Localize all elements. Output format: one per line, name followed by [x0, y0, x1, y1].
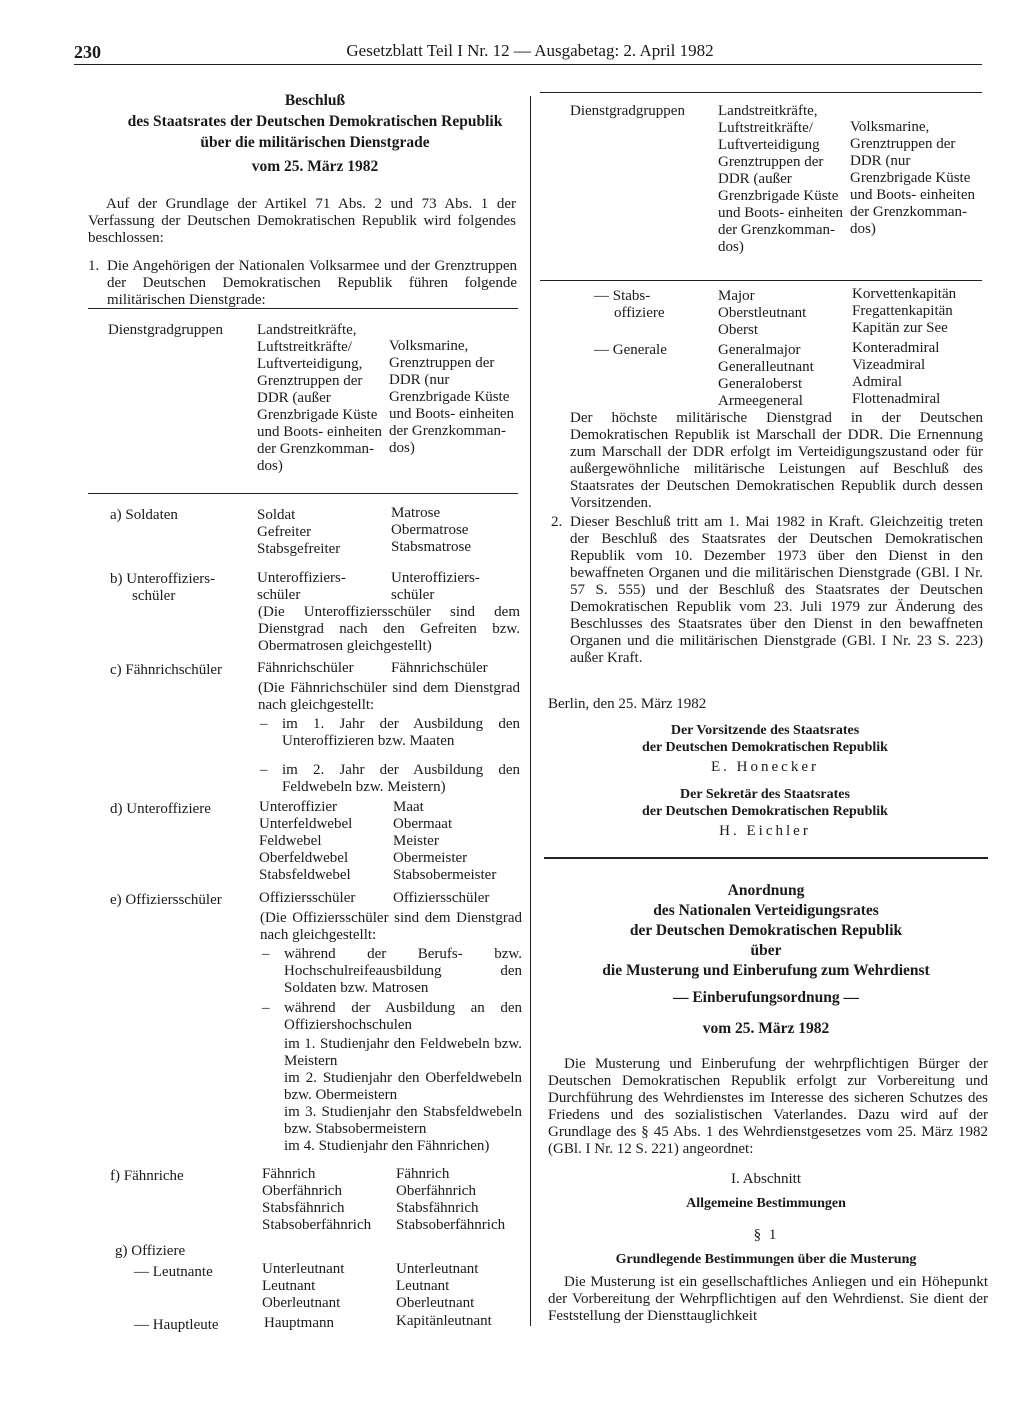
- anordnung-title-line: die Musterung und Einberufung zum Wehrdienst: [602, 962, 930, 979]
- beschluss-intro: Auf der Grundlage der Artikel 71 Abs. 2 und 73 Abs. 1 der Verfassung der Deutschen Demokratischen Republik wird folgendes beschlossen:: [88, 196, 516, 246]
- row-label-generale: — Generale: [594, 342, 667, 358]
- rank: Stabsfähnrich: [262, 1200, 345, 1216]
- signature-block-secretary: [560, 786, 970, 820]
- section-divider: [544, 857, 988, 859]
- rank-list-land: [262, 1261, 344, 1312]
- header-rule: [74, 64, 982, 65]
- rank: schüler: [391, 587, 435, 603]
- rank: Leutnant: [396, 1278, 450, 1294]
- anordnung-subtitle: — Einberufungsordnung —: [672, 989, 860, 1006]
- dash: –: [260, 762, 268, 778]
- table-header-sea: Volksmarine, Grenztruppen der DDR (nur Grenzbrigade Küste und Boots- einheiten der Grenzkomman- dos): [389, 338, 514, 456]
- rank: Maat: [393, 799, 424, 815]
- beschluss-title-line: Beschluß: [284, 92, 346, 109]
- rank-list-land: [718, 342, 814, 410]
- rank-list-sea: [852, 286, 956, 337]
- table-header-group: Dienstgradgruppen: [108, 322, 223, 338]
- rank: Oberfeldwebel: [259, 850, 349, 866]
- rank-list-sea: [393, 799, 496, 884]
- rank-list-land: [257, 507, 340, 558]
- row-label-faehnriche: f) Fähnriche: [110, 1168, 184, 1184]
- row-label-line: offiziere: [614, 305, 665, 321]
- row-label-unteroffiziersschueler: [110, 571, 215, 605]
- signature-title-line: der Deutschen Demokratischen Republik: [642, 804, 888, 819]
- row-note-item: während der Berufs- bzw. Hochschulreifeausbildung den Soldaten bzw. Matrosen: [284, 946, 522, 996]
- rank: Obermeister: [393, 850, 468, 866]
- section-heading: I. Abschnitt: [731, 1171, 801, 1187]
- rank: Oberleutnant: [396, 1295, 475, 1311]
- rank: Fähnrich: [396, 1166, 450, 1182]
- paragraph-number: § 1: [753, 1227, 779, 1243]
- signature-title-line: der Deutschen Demokratischen Republik: [642, 740, 888, 755]
- rank: Generaloberst: [718, 376, 803, 392]
- row-note-item: während der Ausbildung an den Offiziershochschulen: [284, 1000, 522, 1033]
- beschluss-title-line: über die militärischen Dienstgrade: [200, 134, 430, 151]
- rank: Stabsmatrose: [391, 539, 471, 555]
- rank: Feldwebel: [259, 833, 322, 849]
- rank-list-sea: [396, 1261, 478, 1312]
- row-label-unteroffiziere: d) Unteroffiziere: [110, 801, 211, 817]
- rank: Armeegeneral: [718, 393, 803, 409]
- row-label-line: b) Unteroffiziers-: [110, 571, 216, 587]
- place-date: Berlin, den 25. März 1982: [548, 696, 707, 712]
- rank-list-land: [259, 799, 352, 884]
- study-year-item: im 4. Studienjahr den Fähnrichen): [284, 1138, 490, 1154]
- right-table-header-land: Landstreitkräfte, Luftstreitkräfte/ Luftverteidigung Grenztruppen der DDR (außer Grenzbrigade Küste und Boots- einheiten der Grenzkomman- dos): [718, 103, 843, 255]
- dash: –: [260, 716, 268, 732]
- table-top-rule: [88, 308, 518, 309]
- rank: Admiral: [852, 374, 902, 390]
- rank: Stabsoberfähnrich: [396, 1217, 506, 1233]
- rank: Generalmajor: [718, 342, 801, 358]
- signature-name: E. Honecker: [711, 759, 819, 775]
- beschluss-date: vom 25. März 1982: [251, 158, 379, 175]
- table-header-rule: [88, 493, 518, 494]
- rank-sea: Offiziersschüler: [393, 890, 490, 906]
- rank: Oberfähnrich: [396, 1183, 476, 1199]
- marschall-paragraph: Der höchste militärische Dienstgrad in der Deutschen Demokratischen Republik ist Marschall der DDR. Die Ernennung zum Marschall der DDR erfolgt im Verteidigungszustand oder für außergewöhnliche militärische Leistungen auf Beschluß des Staatsrates der Deutschen Demokratischen Republik durch dessen Vorsitzenden.: [570, 410, 983, 511]
- study-year-list: [284, 1036, 522, 1155]
- row-label-offiziersschueler: e) Offiziersschüler: [110, 892, 222, 908]
- beschluss-title-line: des Staatsrates der Deutschen Demokratischen Republik: [127, 113, 503, 130]
- rank: Korvettenkapitän: [852, 286, 957, 302]
- column-divider: [530, 96, 531, 1326]
- rank: Unterleutnant: [262, 1261, 345, 1277]
- row-label-faehnrichschueler: c) Fähnrichschüler: [110, 662, 223, 678]
- rank: Soldat: [257, 507, 296, 523]
- rank: Flottenadmiral: [852, 391, 941, 407]
- rank: Unteroffiziers-: [391, 570, 480, 586]
- anordnung-title-line: der Deutschen Demokratischen Republik: [629, 922, 903, 939]
- rank: Unterleutnant: [396, 1261, 479, 1277]
- anordnung-intro: Die Musterung und Einberufung der wehrpflichtigen Bürger der Deutschen Demokratischen Republik erfolgt zur Vorbereitung und Durchführung des Wehrdienstes im Interesse des sicheren Schutzes des Friedens und des sozialistischen Vaterlandes. Dazu wird auf der Grundlage des § 45 Abs. 1 des Wehrdienstgesetzes vom 25. März 1982 (GBl. I Nr. 12 S. 221) angeordnet:: [548, 1056, 988, 1157]
- rank-list-sea: [396, 1166, 505, 1234]
- rank: Stabsfeldwebel: [259, 867, 351, 883]
- anordnung-title-line: Anordnung: [727, 882, 805, 899]
- rank-land: Offiziersschüler: [259, 890, 356, 906]
- rank: Oberst: [718, 322, 758, 338]
- row-label-stabsoffiziere: [594, 288, 665, 322]
- rank-sea: Fähnrichschüler: [391, 660, 488, 676]
- rank-sea: Kapitänleutnant: [396, 1313, 492, 1329]
- rank: Oberstleutnant: [718, 305, 807, 321]
- rank: Obermatrose: [391, 522, 469, 538]
- rank: Stabsobermeister: [393, 867, 497, 883]
- row-label-hauptleute: — Hauptleute: [134, 1317, 219, 1333]
- rank: Stabsgefreiter: [257, 541, 341, 557]
- row-label-leutnante: — Leutnante: [134, 1264, 213, 1280]
- rank: Matrose: [391, 505, 441, 521]
- item-1-text: Die Angehörigen der Nationalen Volksarmee und der Grenztruppen der Deutschen Demokratischen Republik führen folgende militärischen Dienstgrade:: [107, 258, 517, 308]
- right-table-top-rule: [540, 92, 982, 93]
- rank: Oberleutnant: [262, 1295, 341, 1311]
- rank: Stabsfähnrich: [396, 1200, 479, 1216]
- row-note-item: im 2. Jahr der Ausbildung den Feldwebeln bzw. Meistern): [282, 762, 520, 795]
- rank-list-land: [718, 288, 806, 339]
- rank: Stabsoberfähnrich: [262, 1217, 372, 1233]
- signature-block-chairman: [560, 722, 970, 756]
- row-label-line: schüler: [132, 588, 176, 604]
- row-note: (Die Offiziersschüler sind dem Dienstgrad nach gleichgestellt:: [260, 910, 522, 943]
- row-label-soldaten: a) Soldaten: [110, 507, 178, 523]
- anordnung-title: [544, 881, 988, 981]
- rank: schüler: [257, 587, 301, 603]
- section-title: Allgemeine Bestimmungen: [686, 1196, 846, 1211]
- rank: Fähnrich: [262, 1166, 316, 1182]
- anordnung-title-line: des Nationalen Verteidigungsrates: [653, 902, 879, 919]
- rank: Leutnant: [262, 1278, 316, 1294]
- signature-name: H. Eichler: [719, 823, 811, 839]
- page-header-title: Gesetzblatt Teil I Nr. 12 — Ausgabetag: 2. April 1982: [346, 41, 714, 60]
- beschluss-title: [80, 90, 550, 153]
- rank-list-land: [257, 570, 346, 604]
- table-header-land: Landstreitkräfte, Luftstreitkräfte/ Luftverteidigung, Grenztruppen der DDR (außer Grenzbrigade Küste und Boots- einheiten der Grenzkomman- dos): [257, 322, 382, 474]
- rank: Fregattenkapitän: [852, 303, 953, 319]
- rank-list-land: [262, 1166, 371, 1234]
- dash: –: [262, 1000, 270, 1016]
- anordnung-title-line: über: [750, 942, 782, 959]
- paragraph-text: Die Musterung ist ein gesellschaftliches Anliegen und ein Höhepunkt der Vorbereitung der Wehrpflichtigen auf den Wehrdienst. Sie dient der Feststellung der Diensttauglichkeit: [548, 1274, 988, 1324]
- rank-list-sea: [852, 340, 940, 408]
- anordnung-date: vom 25. März 1982: [702, 1020, 830, 1037]
- row-note: (Die Fähnrichschüler sind dem Dienstgrad nach gleichgestellt:: [258, 680, 520, 713]
- dash: –: [262, 946, 270, 962]
- rank: Gefreiter: [257, 524, 312, 540]
- rank: Oberfähnrich: [262, 1183, 342, 1199]
- item-2-number: 2.: [551, 514, 563, 530]
- row-note: (Die Unteroffiziersschüler sind dem Dienstgrad nach den Gefreiten bzw. Obermatrosen gleichgestellt): [258, 604, 520, 654]
- signature-title-line: Der Vorsitzende des Staatsrates: [670, 723, 860, 738]
- row-note-item: im 1. Jahr der Ausbildung den Unteroffizieren bzw. Maaten: [282, 716, 520, 749]
- rank: Kapitän zur See: [852, 320, 948, 336]
- rank-list-sea: [391, 505, 471, 556]
- rank-land: Hauptmann: [264, 1315, 334, 1331]
- paragraph-title: Grundlegende Bestimmungen über die Musterung: [615, 1252, 917, 1267]
- study-year-item: im 2. Studienjahr den Oberfeldwebeln bzw. Obermeistern: [284, 1070, 522, 1103]
- right-table-header-rule: [540, 280, 982, 281]
- rank: Obermaat: [393, 816, 453, 832]
- study-year-item: im 1. Studienjahr den Feldwebeln bzw. Meistern: [284, 1036, 522, 1069]
- rank: Meister: [393, 833, 439, 849]
- rank: Major: [718, 288, 755, 304]
- rank: Vizeadmiral: [852, 357, 926, 373]
- row-label-line: — Stabs-: [594, 288, 651, 304]
- row-label-offiziere: g) Offiziere: [115, 1243, 186, 1259]
- rank-list-sea: [391, 570, 480, 604]
- signature-title-line: Der Sekretär des Staatsrates: [680, 787, 850, 802]
- rank: Unterfeldwebel: [259, 816, 353, 832]
- right-table-header-group: Dienstgradgruppen: [570, 103, 685, 119]
- rank: Generalleutnant: [718, 359, 814, 375]
- right-table-header-sea: Volksmarine, Grenztruppen der DDR (nur Grenzbrigade Küste und Boots- einheiten der Grenzkomman- dos): [850, 119, 975, 237]
- rank-land: Fähnrichschüler: [257, 660, 354, 676]
- page-number: 230: [74, 42, 101, 62]
- item-2-text: Dieser Beschluß tritt am 1. Mai 1982 in Kraft. Gleichzeitig treten der Beschluß des Staatsrates der Deutschen Demokratischen Republik vom 10. Dezember 1973 über den Dienst in den bewaffneten Organen und die militärischen Dienstgrade (GBl. I Nr. 57 S. 555) und der Beschluß des Staatsrates der Deutschen Demokratischen Republik vom 23. Juli 1979 zur Änderung des Beschlusses des Staatsrates über den Dienst in den bewaffneten Organen und die militärischen Dienstgrade (GBl. I Nr. 23 S. 223) außer Kraft.: [570, 514, 983, 666]
- rank: Unteroffiziers-: [257, 570, 346, 586]
- study-year-item: im 3. Studienjahr den Stabsfeldwebeln bzw. Stabsobermeistern: [284, 1104, 522, 1137]
- rank: Konteradmiral: [852, 340, 940, 356]
- rank: Unteroffizier: [259, 799, 338, 815]
- item-1-number: 1.: [88, 258, 100, 274]
